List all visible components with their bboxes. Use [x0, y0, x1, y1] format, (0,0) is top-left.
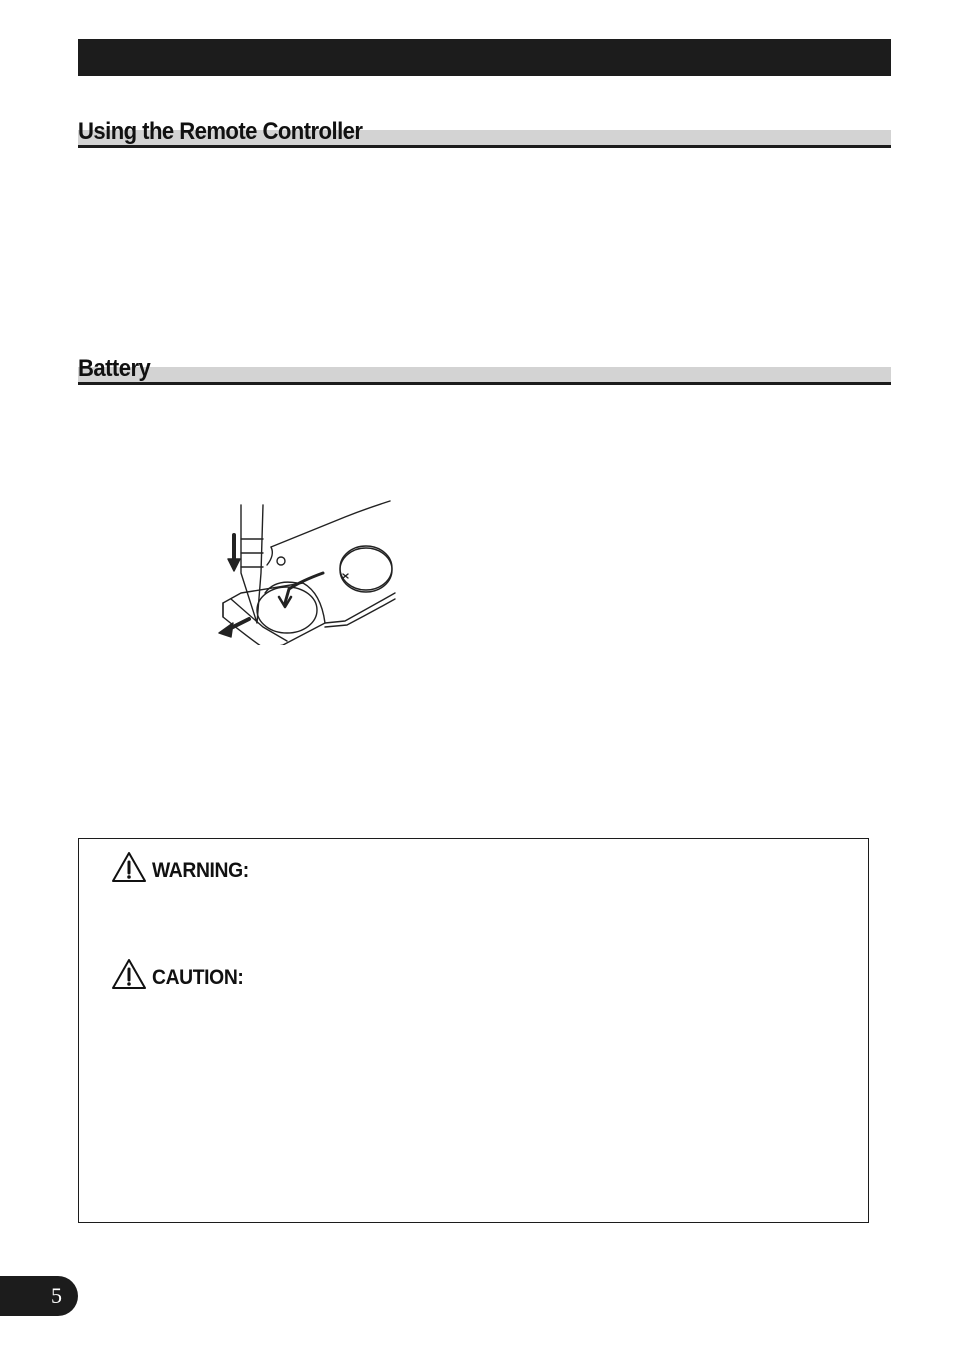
warning-label: WARNING: [152, 859, 249, 882]
battery-replacement-illustration [205, 495, 405, 645]
caution-label: CAUTION: [152, 966, 244, 989]
caution-row [111, 956, 251, 990]
page-number-tab [0, 1276, 78, 1316]
section-heading-remote-controller [78, 106, 891, 148]
header-bar [78, 39, 891, 76]
page-number: 5 [51, 1283, 62, 1308]
section-title: Using the Remote Controller [78, 118, 363, 145]
section-heading-battery [78, 343, 891, 385]
warning-triangle-icon [111, 958, 147, 990]
remote-battery-tray-drawing [205, 495, 405, 645]
warning-row [111, 849, 257, 883]
safety-notice-box [78, 838, 869, 1223]
section-title: Battery [78, 355, 151, 382]
heading-rule-line [78, 382, 891, 385]
warning-triangle-icon [111, 851, 147, 883]
heading-rule-shade [78, 367, 891, 382]
